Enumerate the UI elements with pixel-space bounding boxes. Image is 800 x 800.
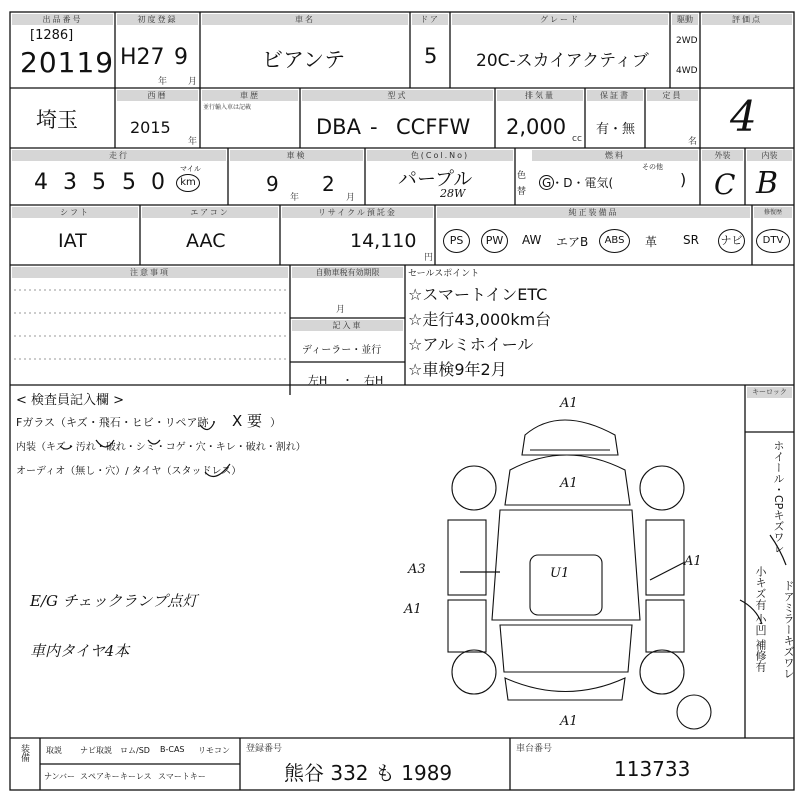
first-reg-header: 初度登録	[117, 14, 198, 25]
color-header: 色(Col.No)	[367, 150, 513, 161]
exterior-header: 外装	[702, 150, 743, 161]
steer-left: 左H	[308, 374, 328, 387]
equip-bcas: B-CAS	[160, 745, 185, 754]
score-header: 評価点	[702, 14, 792, 25]
first-reg-era: H27	[120, 45, 165, 70]
steer-right: 右H	[364, 374, 384, 387]
aircon-value: AAC	[186, 230, 226, 252]
equip-sunroof: SR	[683, 233, 699, 247]
warranty-header: 保証書	[587, 90, 643, 101]
grade-value: 20C-スカイアクティブ	[476, 51, 649, 71]
sales-point-2: ☆走行43,000km台	[408, 310, 552, 329]
sales-point-3: ☆アルミホイール	[408, 335, 534, 354]
dealer-parallel: ディーラー・並行	[302, 345, 382, 356]
mileage-digit-4: 5	[122, 170, 136, 195]
capacity-header: 定員	[647, 90, 698, 101]
equip-ps: PS	[443, 229, 470, 253]
equipment-side-label: 装備	[19, 744, 29, 762]
model-type-value: CCFFW	[396, 115, 471, 139]
side-note-wheel: ホイール・CPキズワレ	[772, 440, 785, 554]
entry-car-header: 記入車	[292, 320, 403, 331]
lot-bracket-no: [1286]	[30, 28, 74, 43]
mileage-digit-2: 3	[63, 170, 77, 195]
car-name-header: 車名	[202, 14, 408, 25]
mileage-digit-5: 0	[151, 170, 165, 195]
plate-header: 登録番号	[246, 744, 283, 754]
equip-leather: 革	[645, 235, 658, 249]
shaken-header: 車検	[230, 150, 363, 161]
sales-point-1: ☆スマートインETC	[408, 285, 548, 304]
drive-header: 駆動	[672, 14, 698, 25]
shift-header: シフト	[12, 207, 138, 218]
mileage-km-circle: km	[176, 174, 200, 192]
equip-navi: ナビ	[718, 229, 745, 253]
first-reg-month: 9	[174, 45, 188, 70]
equip-dtv: DTV	[756, 229, 790, 253]
sales-points-header: セールスポイント	[408, 269, 480, 279]
recycle-unit: 円	[424, 253, 434, 263]
equip-number: ナンバー	[44, 772, 76, 781]
aircon-header: エアコン	[142, 207, 278, 218]
grade-header: グレード	[452, 14, 668, 25]
equipment-header: 純正装備品	[437, 207, 750, 218]
mark-roof: U1	[550, 566, 570, 581]
recycle-header: リサイクル預託金	[282, 207, 433, 218]
mark-right: A1	[684, 554, 702, 569]
exterior-grade: C	[714, 168, 736, 201]
equip-navi-manual: ナビ取説	[80, 746, 112, 755]
glass-mark: X 要	[232, 412, 263, 430]
chassis-header: 車台番号	[516, 744, 553, 754]
inspection-header: < 検査員記入欄 >	[16, 393, 125, 408]
interior-header: 内装	[747, 150, 792, 161]
displacement-header: 排気量	[497, 90, 583, 101]
inspector-note-tires: 車内タイヤ4本	[30, 642, 130, 660]
equip-spare-key: スペアキー	[80, 772, 120, 781]
score-value: 4	[730, 92, 757, 141]
model-type-prefix: DBA	[316, 115, 361, 139]
mark-left: A3	[408, 562, 426, 577]
equip-keyless: キーレス	[120, 772, 152, 781]
fuel-close: )	[680, 170, 687, 189]
equip-smart-key: スマートキー	[158, 772, 206, 781]
mileage-digit-3: 5	[92, 170, 106, 195]
tax-expiry-month: 月	[336, 305, 346, 315]
first-reg-month-unit: 月	[188, 77, 198, 87]
mileage-header: 走行	[12, 150, 226, 161]
interior-line: 内装（キズ・汚れ・破れ・シミ・コゲ・穴・キレ・破れ・割れ）	[16, 442, 306, 453]
doors-header: ドア	[412, 14, 448, 25]
glass-line: Fガラス（キズ・飛石・ヒビ・リペア跡・	[16, 416, 220, 429]
shift-value: IAT	[58, 230, 87, 252]
model-type-header: 型式	[302, 90, 493, 101]
plate-number: 熊谷 332 も 1989	[284, 761, 453, 785]
color-code: 28W	[440, 187, 466, 200]
model-type-dash: -	[370, 115, 378, 139]
shaken-year: 9	[266, 172, 279, 196]
equip-aw: AW	[522, 233, 542, 247]
shaken-year-unit: 年	[290, 193, 300, 203]
audio-tire-line: オーディオ（無し・穴）/ タイヤ（スタッドレス）	[16, 466, 242, 477]
color-change-label-1: 色	[517, 171, 527, 181]
displacement-unit: cc	[572, 134, 582, 144]
key-lock-header: キーロック	[747, 387, 792, 398]
notes-header: 注意事項	[12, 267, 288, 278]
equip-rom-sd: ロム/SD	[120, 746, 150, 755]
equip-manual: 取説	[46, 746, 62, 755]
color-value: パープル	[398, 168, 473, 190]
glass-close: ）	[270, 416, 281, 429]
lot-number: 20119	[20, 46, 115, 79]
mark-hood: A1	[560, 476, 578, 491]
side-note-legend: 小キズ有 小凹 補修有	[754, 566, 767, 672]
warranty-value: 有・無	[596, 122, 636, 137]
first-reg-year-unit: 年	[158, 77, 168, 87]
mark-bottom: A1	[560, 714, 578, 729]
fuel-other-label: その他	[642, 163, 663, 171]
displacement-value: 2,000	[506, 115, 567, 139]
shaken-month-unit: 月	[346, 193, 356, 203]
fuel-header: 燃料	[532, 150, 698, 161]
mileage-digit-1: 4	[34, 170, 48, 195]
chassis-number: 113733	[614, 757, 691, 781]
color-change-label-2: 替	[517, 187, 527, 197]
mileage-mile-label: マイル	[180, 165, 201, 173]
car-outline	[448, 420, 711, 729]
drive-2wd: 2WD	[676, 36, 698, 46]
repair-history-header: 修復歴	[754, 207, 792, 218]
sales-point-4: ☆車検9年2月	[408, 360, 507, 379]
model-year-header: 西暦	[117, 90, 198, 101]
capacity-unit: 名	[688, 137, 698, 147]
lot-header: 出品番号	[12, 14, 113, 25]
mark-left-lower: A1	[404, 602, 422, 617]
imported-header: 車歴	[202, 90, 298, 101]
steer-dot: ・	[342, 374, 353, 387]
car-name: ビアンテ	[262, 48, 346, 72]
model-year-value: 2015	[130, 118, 171, 137]
equip-abs: ABS	[599, 229, 630, 253]
tax-expiry-header: 自動車税有効期限	[292, 267, 403, 278]
equip-airbag: エアB	[556, 235, 589, 249]
equip-remote: リモコン	[198, 746, 230, 755]
equip-pw: PW	[481, 229, 508, 253]
doors-value: 5	[424, 44, 438, 68]
shaken-month: 2	[322, 172, 335, 196]
interior-grade: B	[756, 166, 779, 201]
drive-4wd: 4WD	[676, 66, 698, 76]
side-note-mirror: ドアミラーキズワレ	[782, 580, 795, 679]
model-year-unit: 年	[188, 137, 198, 147]
fuel-options: G・D・電気(	[542, 176, 614, 190]
inspector-note-engine: E/G チェックランプ点灯	[30, 592, 198, 610]
location: 埼玉	[36, 108, 78, 132]
mark-top: A1	[560, 396, 578, 411]
recycle-value: 14,110	[350, 230, 417, 252]
imported-note: 並行輸入車は記載	[203, 104, 252, 111]
